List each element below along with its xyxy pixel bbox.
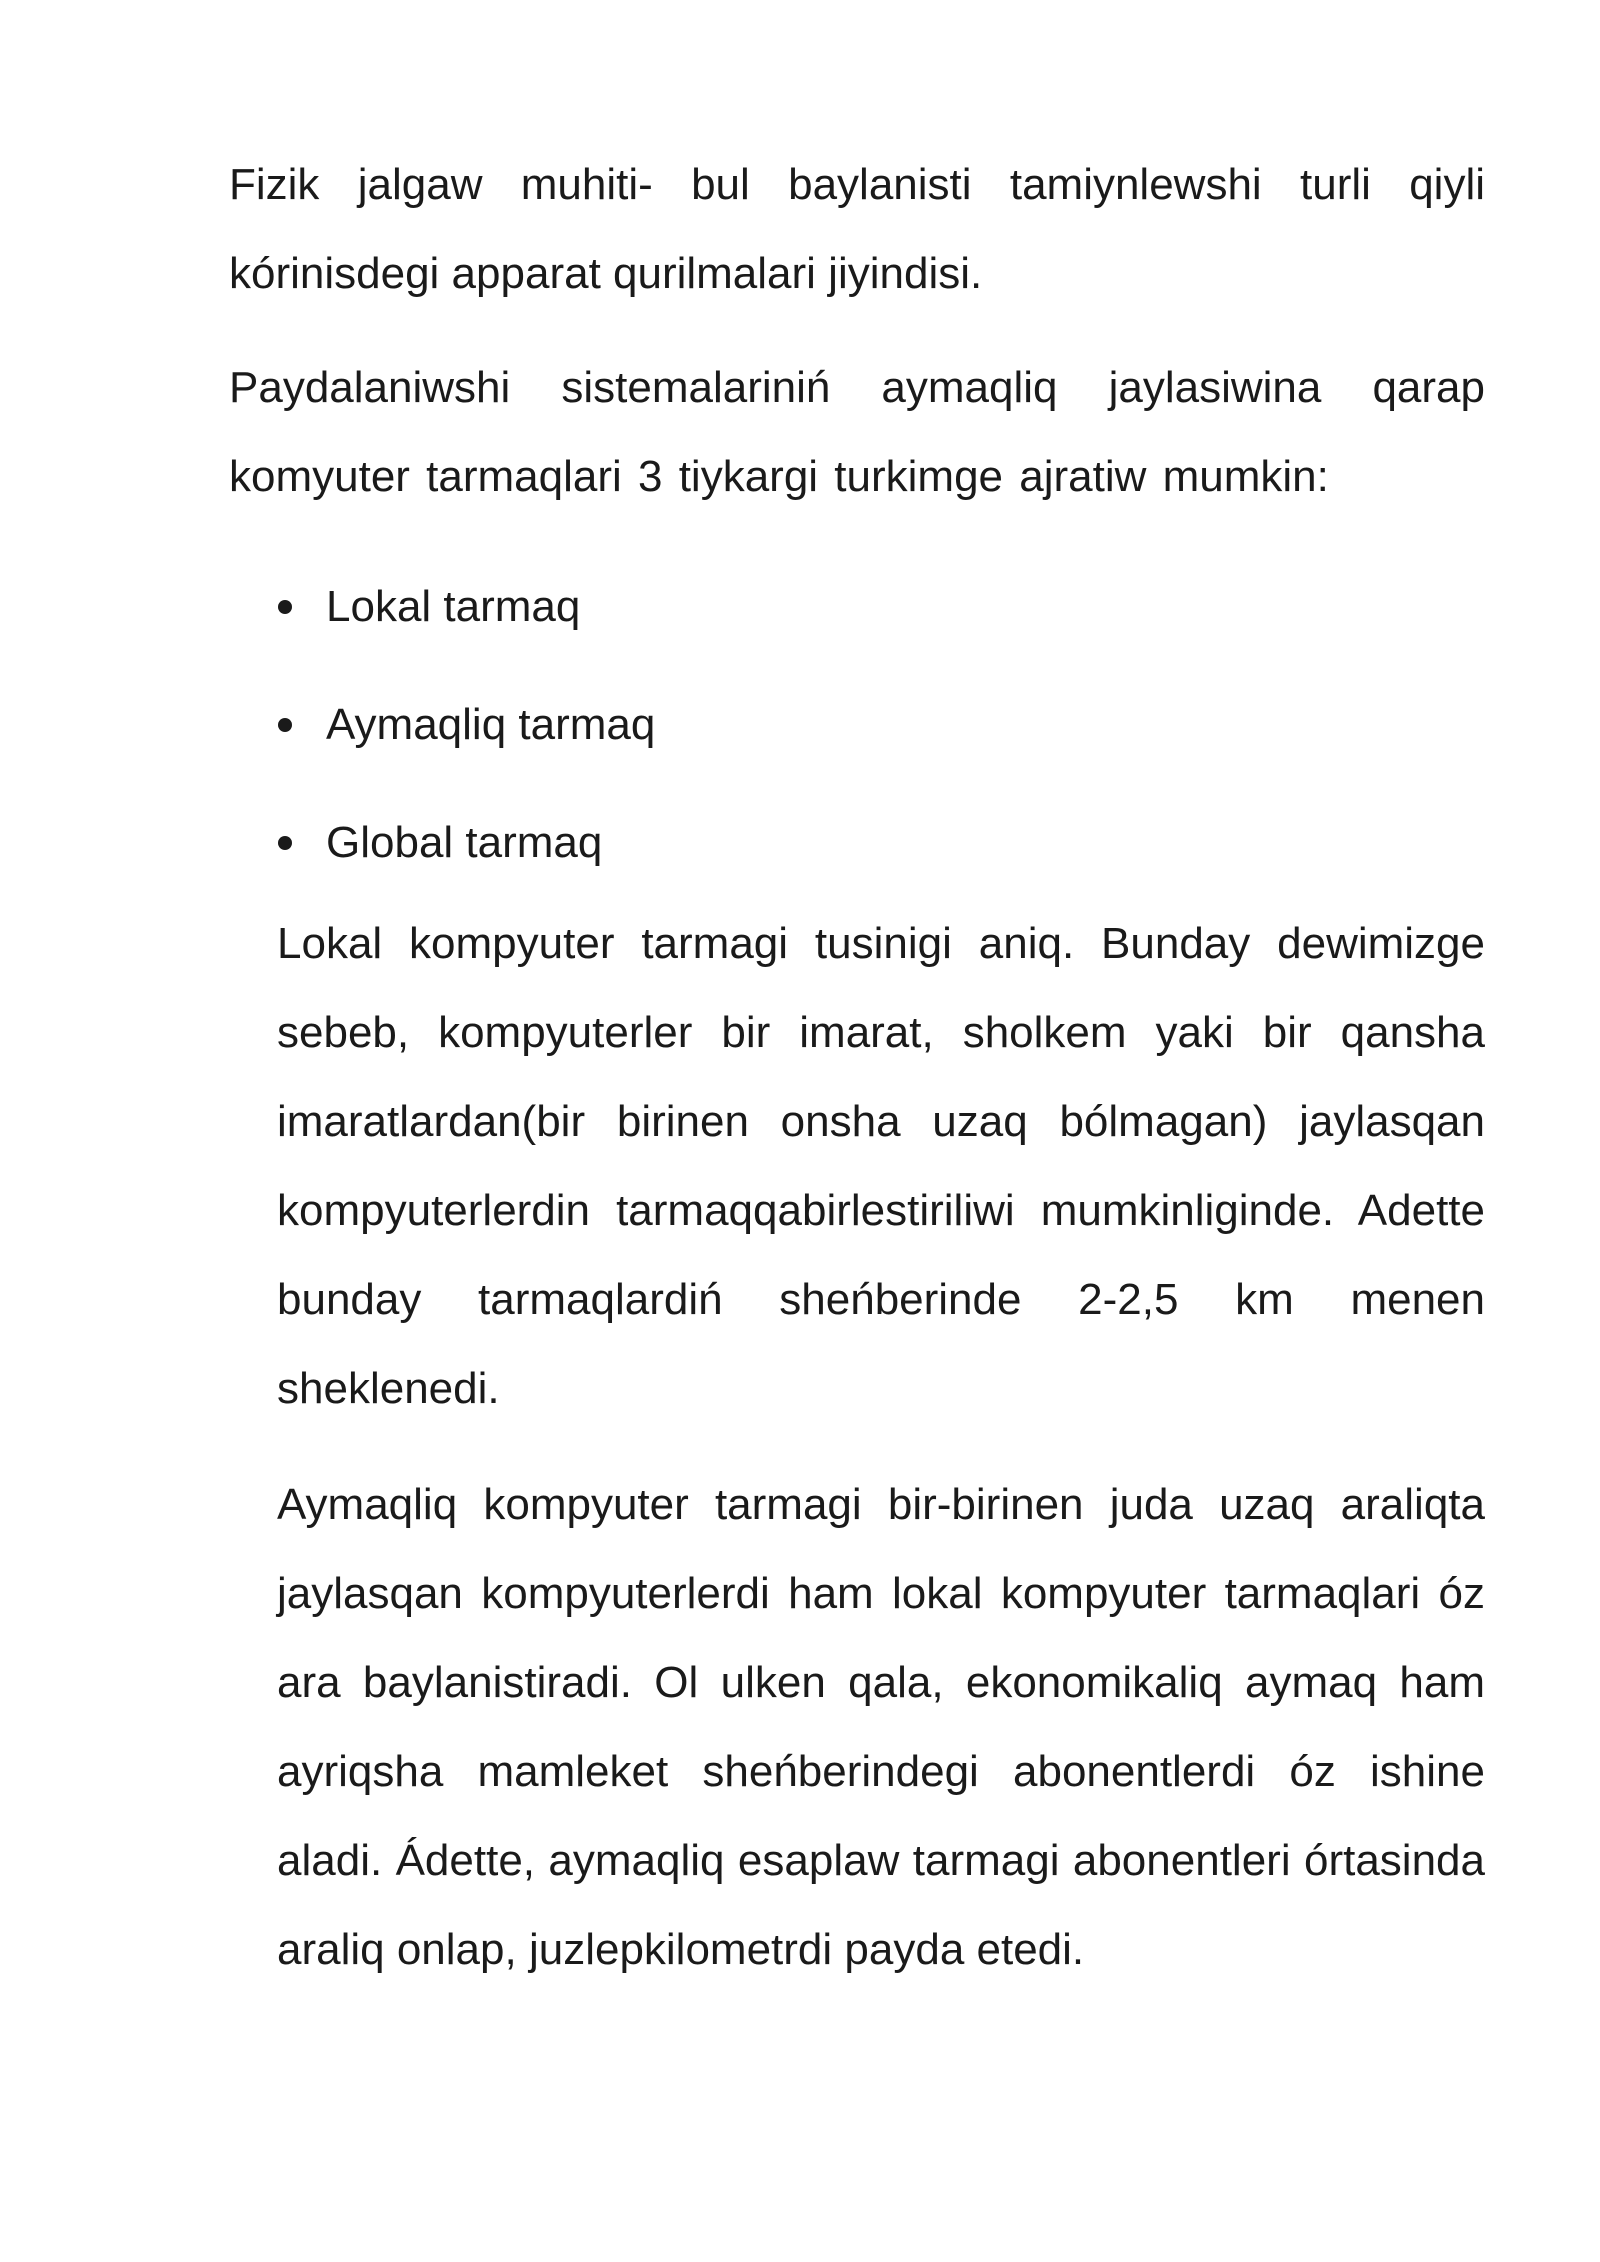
bullet-icon — [278, 836, 292, 850]
bullet-icon — [278, 718, 292, 732]
list-item — [270, 666, 655, 784]
bullet-icon — [278, 600, 292, 614]
paragraph-classification: Paydalaniwshi sistemalariniń aymaqliq jaylasiwina qarap komyuter tarmaqlari 3 tiykargi turkimge ajratiw mumkin: — [229, 363, 1485, 501]
list-item-label: Aymaqliq tarmaq — [326, 700, 656, 749]
list-item-label: Global tarmaq — [326, 818, 603, 867]
paragraph-definition: Fizik jalgaw muhiti- bul baylanisti tamiynlewshi turli qiyli kórinisdegi apparat qurilmalari jiyindisi. — [229, 160, 1485, 298]
paragraph-local-network: Lokal kompyuter tarmagi tusinigi aniq. Bunday dewimizge sebeb, kompyuterler bir imarat, sholkem yaki bir qansha imaratlardan(bir birinen onsha uzaq bólmagan) jaylasqan kompyuterlerdin tarmaqqabirlestiriliwi mumkinliginde. Adette bunday tarmaqlardiń sheńberinde 2-2,5 km menen sheklenedi. — [277, 919, 1485, 1413]
network-types-list — [270, 548, 655, 902]
list-item — [270, 784, 655, 902]
list-item-label: Lokal tarmaq — [326, 582, 581, 631]
list-item — [270, 548, 655, 666]
paragraph-regional-network: Aymaqliq kompyuter tarmagi bir-birinen juda uzaq araliqta jaylasqan kompyuterlerdi ham lokal kompyuter tarmaqlari óz ara baylanistiradi. Ol ulken qala, ekonomikaliq aymaq ham ayriqsha mamleket sheńberindegi abonentlerdi óz ishine aladi. Ádette, aymaqliq esaplaw tarmagi abonentleri órtasinda araliq onlap, juzlepkilometrdi payda etedi. — [277, 1480, 1485, 1974]
